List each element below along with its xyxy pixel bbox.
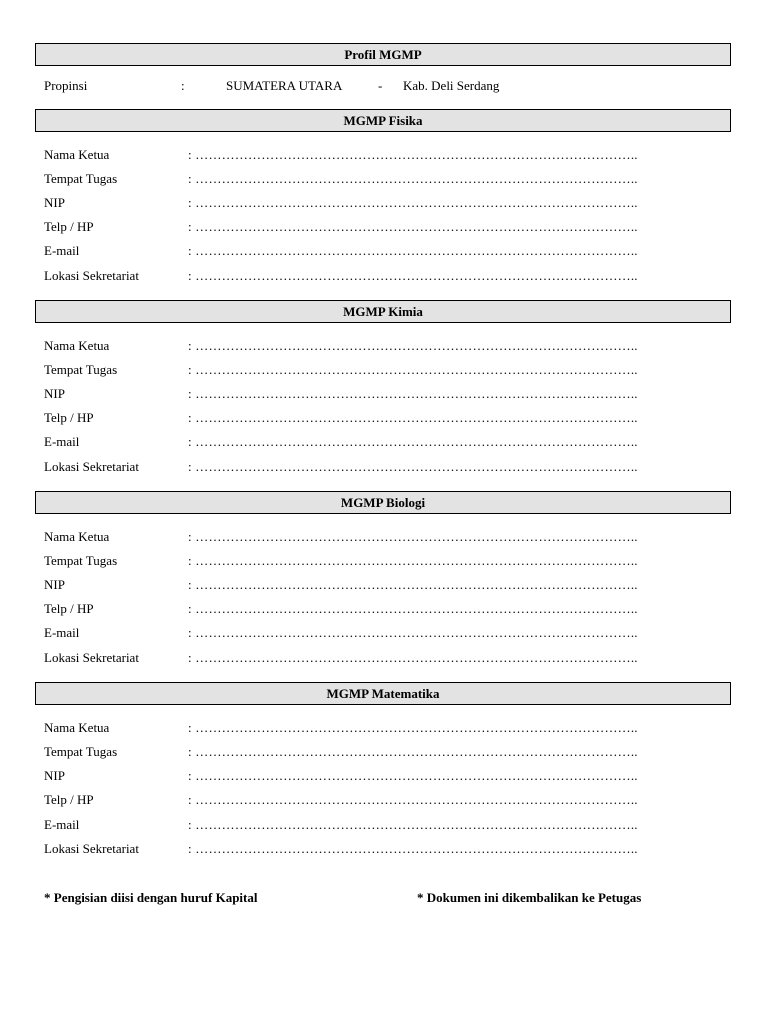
- field-label: Tempat Tugas: [44, 362, 118, 377]
- field-row-biologi-telp[interactable]: [44, 600, 694, 618]
- field-label: Nama Ketua: [44, 147, 110, 162]
- field-label: NIP: [44, 577, 65, 592]
- field-label: Telp / HP: [44, 601, 94, 616]
- section-title-matematika: MGMP Matematika: [326, 686, 440, 701]
- field-label: E-mail: [44, 434, 80, 449]
- field-row-matematika-nip[interactable]: [44, 767, 694, 785]
- fill-in-line[interactable]: : ………………………………………………………………………………………..: [188, 147, 638, 162]
- fill-in-line[interactable]: : ………………………………………………………………………………………..: [188, 459, 638, 474]
- field-row-biologi-email[interactable]: [44, 624, 694, 642]
- province-colon: :: [181, 78, 185, 93]
- field-row-biologi-tempat-tugas[interactable]: [44, 552, 694, 570]
- section-header-kimia: [35, 300, 731, 323]
- field-row-biologi-nip[interactable]: [44, 576, 694, 594]
- field-row-fisika-nama-ketua[interactable]: [44, 146, 694, 164]
- field-row-kimia-email[interactable]: [44, 433, 694, 451]
- field-label: Tempat Tugas: [44, 744, 118, 759]
- fill-in-line[interactable]: : ………………………………………………………………………………………..: [188, 268, 638, 283]
- field-row-fisika-lokasi[interactable]: [44, 267, 694, 285]
- field-label: Nama Ketua: [44, 720, 110, 735]
- field-row-kimia-nama-ketua[interactable]: [44, 337, 694, 355]
- field-row-fisika-tempat-tugas[interactable]: [44, 170, 694, 188]
- field-row-kimia-lokasi[interactable]: [44, 458, 694, 476]
- field-label: NIP: [44, 768, 65, 783]
- field-row-kimia-nip[interactable]: [44, 385, 694, 403]
- fill-in-line[interactable]: : ………………………………………………………………………………………..: [188, 386, 638, 401]
- section-header-biologi: [35, 491, 731, 514]
- fill-in-line[interactable]: : ………………………………………………………………………………………..: [188, 817, 638, 832]
- field-label: NIP: [44, 386, 65, 401]
- district-value: Kab. Deli Serdang: [403, 78, 500, 93]
- field-label: Lokasi Sekretariat: [44, 268, 139, 283]
- field-label: Lokasi Sekretariat: [44, 459, 139, 474]
- footnote-return-document: * Dokumen ini dikembalikan ke Petugas: [417, 890, 642, 905]
- fill-in-line[interactable]: : ………………………………………………………………………………………..: [188, 720, 638, 735]
- fill-in-line[interactable]: : ………………………………………………………………………………………..: [188, 243, 638, 258]
- fill-in-line[interactable]: : ………………………………………………………………………………………..: [188, 841, 638, 856]
- field-label: Telp / HP: [44, 410, 94, 425]
- fill-in-line[interactable]: : ………………………………………………………………………………………..: [188, 195, 638, 210]
- fill-in-line[interactable]: : ………………………………………………………………………………………..: [188, 338, 638, 353]
- field-label: Nama Ketua: [44, 529, 110, 544]
- field-label: E-mail: [44, 625, 80, 640]
- field-label: Tempat Tugas: [44, 553, 118, 568]
- province-row: [44, 77, 694, 95]
- fill-in-line[interactable]: : ………………………………………………………………………………………..: [188, 744, 638, 759]
- field-row-biologi-nama-ketua[interactable]: [44, 528, 694, 546]
- province-value: SUMATERA UTARA: [226, 78, 343, 93]
- field-row-kimia-telp[interactable]: [44, 409, 694, 427]
- field-label: Tempat Tugas: [44, 171, 118, 186]
- fill-in-line[interactable]: : ………………………………………………………………………………………..: [188, 625, 638, 640]
- section-header-fisika: [35, 109, 731, 132]
- fill-in-line[interactable]: : ………………………………………………………………………………………..: [188, 553, 638, 568]
- profile-header: [35, 43, 731, 66]
- fill-in-line[interactable]: : ………………………………………………………………………………………..: [188, 650, 638, 665]
- field-label: Lokasi Sekretariat: [44, 650, 139, 665]
- footnote-capital-letters: * Pengisian diisi dengan huruf Kapital: [44, 890, 258, 905]
- field-label: E-mail: [44, 817, 80, 832]
- field-row-fisika-email[interactable]: [44, 242, 694, 260]
- field-row-matematika-lokasi[interactable]: [44, 840, 694, 858]
- field-row-fisika-nip[interactable]: [44, 194, 694, 212]
- field-row-biologi-lokasi[interactable]: [44, 649, 694, 667]
- field-row-matematika-email[interactable]: [44, 816, 694, 834]
- profile-title: Profil MGMP: [344, 47, 422, 62]
- fill-in-line[interactable]: : ………………………………………………………………………………………..: [188, 601, 638, 616]
- field-label: Lokasi Sekretariat: [44, 841, 139, 856]
- fill-in-line[interactable]: : ………………………………………………………………………………………..: [188, 434, 638, 449]
- fill-in-line[interactable]: : ………………………………………………………………………………………..: [188, 768, 638, 783]
- fill-in-line[interactable]: : ………………………………………………………………………………………..: [188, 792, 638, 807]
- field-label: Telp / HP: [44, 219, 94, 234]
- fill-in-line[interactable]: : ………………………………………………………………………………………..: [188, 577, 638, 592]
- field-label: NIP: [44, 195, 65, 210]
- field-row-matematika-telp[interactable]: [44, 791, 694, 809]
- fill-in-line[interactable]: : ………………………………………………………………………………………..: [188, 529, 638, 544]
- fill-in-line[interactable]: : ………………………………………………………………………………………..: [188, 171, 638, 186]
- field-label: E-mail: [44, 243, 80, 258]
- province-label: Propinsi: [44, 78, 88, 93]
- province-separator: -: [378, 78, 383, 93]
- fill-in-line[interactable]: : ………………………………………………………………………………………..: [188, 219, 638, 234]
- section-title-kimia: MGMP Kimia: [343, 304, 423, 319]
- field-row-kimia-tempat-tugas[interactable]: [44, 361, 694, 379]
- section-title-biologi: MGMP Biologi: [340, 495, 426, 510]
- fill-in-line[interactable]: : ………………………………………………………………………………………..: [188, 410, 638, 425]
- field-row-matematika-nama-ketua[interactable]: [44, 719, 694, 737]
- field-label: Nama Ketua: [44, 338, 110, 353]
- section-header-matematika: [35, 682, 731, 705]
- field-row-matematika-tempat-tugas[interactable]: [44, 743, 694, 761]
- section-title-fisika: MGMP Fisika: [343, 113, 423, 128]
- field-row-fisika-telp[interactable]: [44, 218, 694, 236]
- fill-in-line[interactable]: : ………………………………………………………………………………………..: [188, 362, 638, 377]
- field-label: Telp / HP: [44, 792, 94, 807]
